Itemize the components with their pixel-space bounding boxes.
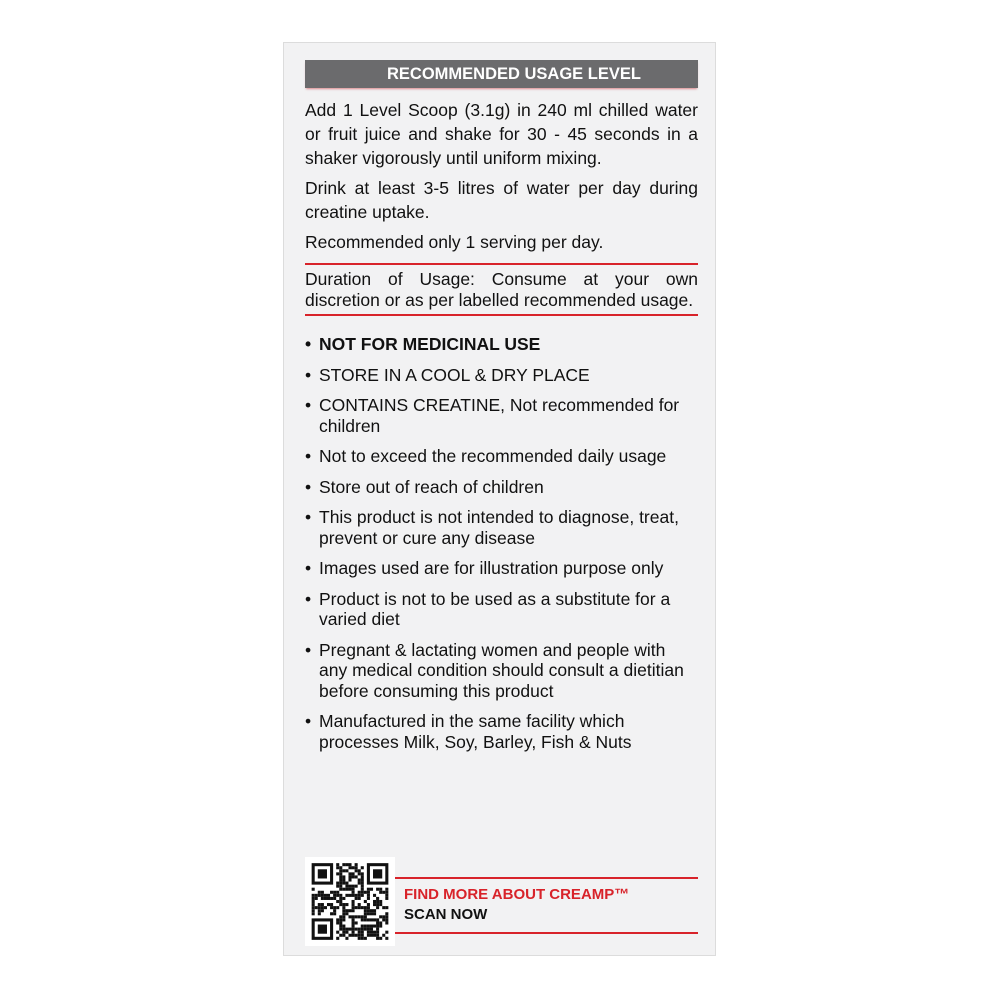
list-item: • Images used are for illustration purpose only [305, 558, 664, 578]
list-item: • STORE IN A COOL & DRY PLACE [305, 364, 590, 385]
list-item: • Store out of reach of children [305, 476, 544, 497]
product-label-panel [283, 42, 716, 956]
water-intake-note: Drink at least 3-5 litres of water per day during creatine uptake. [305, 178, 698, 222]
scan-title: FIND MORE ABOUT CREAMP™ [404, 886, 630, 903]
list-item: • Product is not to be used as a substitute for a varied diet [305, 588, 671, 629]
divider [305, 263, 698, 265]
scan-cta: SCAN NOW [404, 906, 488, 923]
divider [395, 932, 698, 934]
section-header: RECOMMENDED USAGE LEVEL [305, 60, 698, 88]
list-item: • Pregnant & lactating women and people with any medical condition should consult a dietitian before consuming this product [305, 639, 684, 701]
scan-callout [395, 877, 698, 934]
divider [395, 877, 698, 879]
list-item: • Not to exceed the recommended daily usage [305, 446, 667, 466]
divider [305, 314, 698, 316]
list-item: • NOT FOR MEDICINAL USE [305, 334, 541, 354]
warnings-list [305, 334, 698, 752]
serving-note: Recommended only 1 serving per day. [305, 232, 604, 252]
list-item: • CONTAINS CREATINE, Not recommended for children [305, 395, 680, 436]
usage-instructions: Add 1 Level Scoop (3.1g) in 240 ml chilled water or fruit juice and shake for 30 - 45 seconds in a shaker vigorously until uniform mixing. [305, 100, 698, 168]
qr-code[interactable] [305, 857, 395, 946]
list-item: • Manufactured in the same facility which processes Milk, Soy, Barley, Fish & Nuts [305, 711, 632, 752]
duration-of-usage: Duration of Usage: Consume at your own discretion or as per labelled recommended usage. [305, 269, 698, 310]
list-item: • This product is not intended to diagnose, treat, prevent or cure any disease [305, 507, 679, 548]
